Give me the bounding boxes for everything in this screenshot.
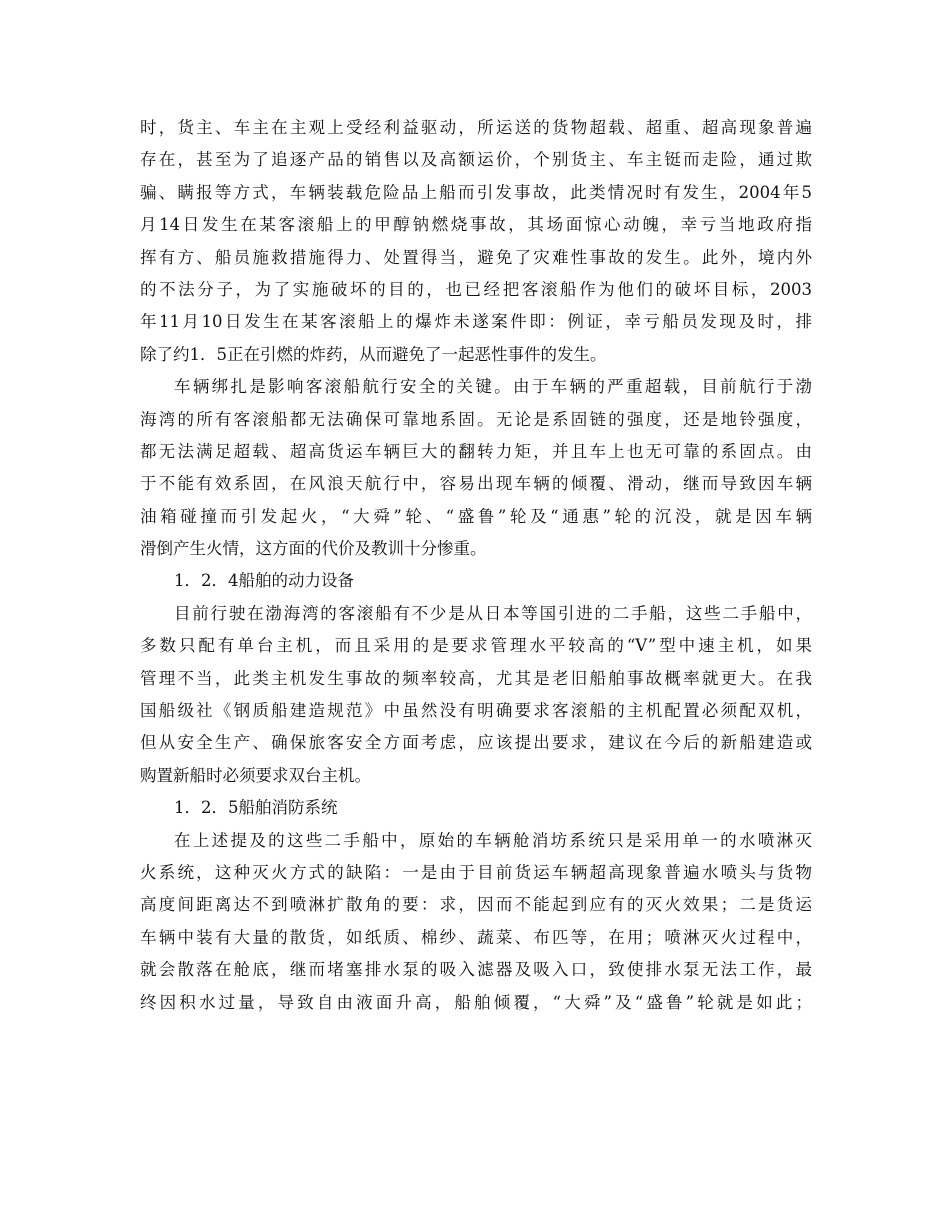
paragraph-first-line: 目前行驶在渤海湾的客滚船有不少是从日本等国引进的二手船，这些二手船中， — [174, 603, 812, 623]
text-line: 月14日发生在某客滚船上的甲醇钠燃烧事故，其场面惊心动魄，幸亏当地政府指 — [140, 215, 812, 235]
section-heading: 1．2．4船舶的动力设备 — [174, 571, 354, 591]
text-line: 骗、瞒报等方式，车辆装载危险品上船而引发事故，此类情况时有发生，2004年5 — [140, 182, 812, 202]
text-line: 高度间距离达不到喷淋扩散角的要：求，因而不能起到应有的灭火效果；二是货运 — [140, 895, 812, 915]
text-line: 时，货主、车主在主观上受经利益驱动，所运送的货物超载、超重、超高现象普遍 — [140, 118, 812, 137]
text-line: 车辆中装有大量的散货，如纸质、棉纱、蔬菜、布匹等，在用；喷淋灭火过程中， — [140, 927, 812, 947]
text-line: 海湾的所有客滚船都无法确保可靠地系固。无论是系固链的强度，还是地铃强度， — [140, 409, 812, 429]
paragraph-first-line: 在上述提及的这些二手船中，原始的车辆舱消坊系统只是采用单一的水喷淋灭 — [174, 830, 812, 850]
text-line: 火系统，这种灭火方式的缺陷：一是由于目前货运车辆超高现象普遍水喷头与货物 — [140, 862, 812, 882]
text-line: 滑倒产生火情，这方面的代价及教训十分惨重。 — [140, 539, 487, 559]
text-line: 就会散落在舱底，继而堵塞排水泵的吸入滤器及吸入口，致使排水泵无法工作，最 — [140, 960, 812, 980]
text-line: 的不法分子，为了实施破坏的目的，也已经把客滚船作为他们的破坏目标，2003 — [140, 279, 812, 299]
text-line: 都无法满足超载、超高货运车辆巨大的翻转力矩，并且车上也无可靠的系固点。由 — [140, 441, 812, 461]
text-line: 存在，甚至为了追逐产品的销售以及高额运价，个别货主、车主铤而走险，通过欺 — [140, 150, 812, 170]
text-line: 国船级社《钢质船建造规范》中虽然没有明确要求客滚船的主机配置必须配双机， — [140, 701, 812, 721]
text-line: 年11月10日发生在某客滚船上的爆炸未遂案件即：例证，幸亏船员发现及时，排 — [140, 312, 812, 332]
section-heading: 1．2．5船舶消防系统 — [174, 798, 338, 818]
text-line: 购置新船时必须要求双台主机。 — [140, 765, 371, 785]
text-line: 挥有方、船员施救措施得力、处置得当，避免了灾难性事故的发生。此外，境内外 — [140, 247, 812, 267]
body-text — [140, 112, 812, 1019]
text-line: 终因积水过量，导致自由液面升高，船舶倾覆，“大舜”及“盛鲁”轮就是如此； — [140, 992, 812, 1012]
text-line: 管理不当，此类主机发生事故的频率较高，尤其是老旧船舶事故概率就更大。在我 — [140, 668, 812, 688]
text-line: 但从安全生产、确保旅客安全方面考虑，应该提出要求，建议在今后的新船建造或 — [140, 733, 812, 753]
text-line: 于不能有效系固，在风浪天航行中，容易出现车辆的倾覆、滑动，继而导致因车辆 — [140, 474, 812, 494]
paragraph-first-line: 车辆绑扎是影响客滚船航行安全的关键。由于车辆的严重超载，目前航行于渤 — [174, 377, 812, 397]
text-line: 油箱碰撞而引发起火，“大舜”轮、“盛鲁”轮及“通惠”轮的沉没，就是因车辆 — [140, 506, 812, 526]
text-line: 除了约1．5正在引燃的炸药，从而避免了一起恶性事件的发生。 — [140, 344, 607, 364]
text-line: 多数只配有单台主机，而且采用的是要求管理水平较高的“V”型中速主机，如果 — [140, 636, 812, 656]
